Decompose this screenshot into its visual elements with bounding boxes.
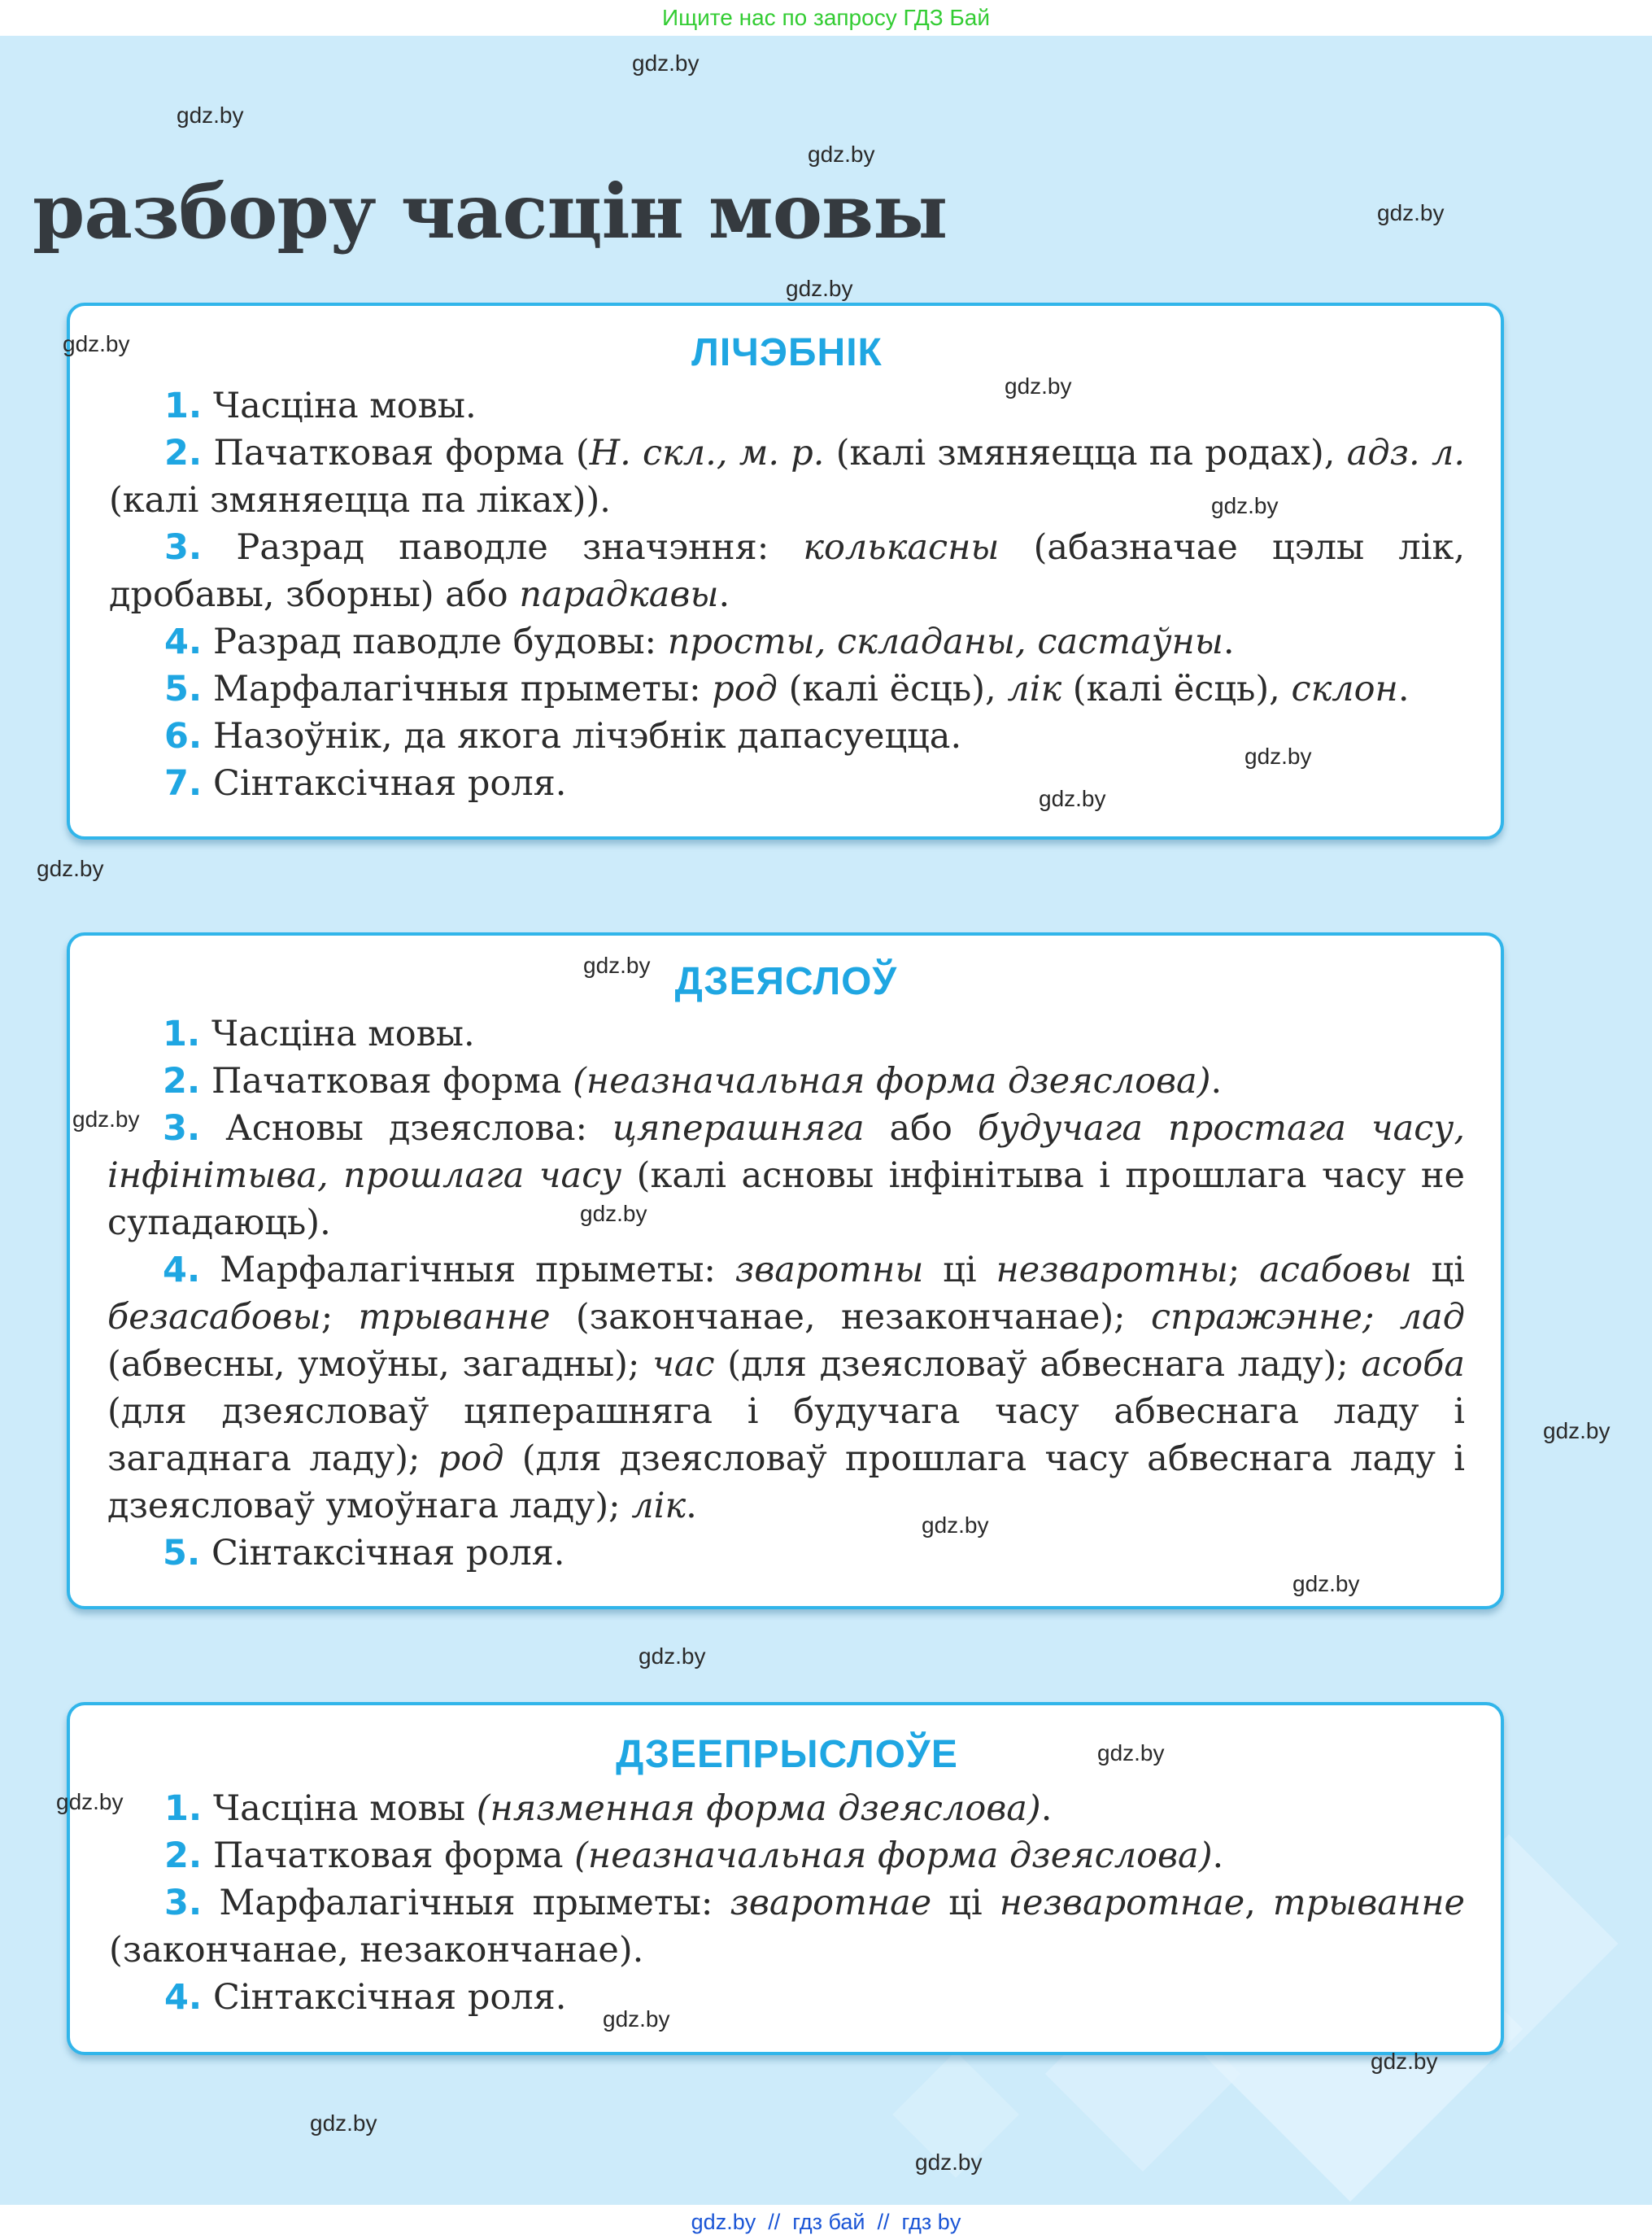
watermark: gdz.by xyxy=(786,276,853,301)
watermark: gdz.by xyxy=(915,2150,983,2175)
card-adverbial-participle xyxy=(67,1702,1504,2055)
list-item: 6. Назоўнік, да якога лічэбнік дапасуецца. xyxy=(164,716,962,757)
top-banner: Ищите нас по запросу ГДЗ Бай xyxy=(0,0,1652,36)
watermark: gdz.by xyxy=(632,50,700,76)
watermark: gdz.by xyxy=(603,2006,670,2032)
list-item: 5. Сінтаксічная роля. xyxy=(163,1533,565,1573)
list-item: 7. Сінтаксічная роля. xyxy=(164,763,567,804)
item-number: 3. xyxy=(164,1883,203,1923)
bottom-link-gdz-by-mixed[interactable]: гдз by xyxy=(901,2210,961,2234)
bottom-link-gdz-by[interactable]: gdz.by xyxy=(691,2210,756,2234)
item-number: 2. xyxy=(164,433,203,474)
bottom-separator: // xyxy=(877,2210,890,2234)
list-item: 1. Часціна мовы (нязменная форма дзеяслова). xyxy=(164,1788,1053,1829)
item-number: 1. xyxy=(164,1788,203,1829)
watermark: gdz.by xyxy=(639,1643,706,1669)
watermark: gdz.by xyxy=(1543,1418,1611,1443)
watermark: gdz.by xyxy=(72,1106,140,1132)
item-number: 2. xyxy=(164,1835,203,1876)
watermark: gdz.by xyxy=(1097,1740,1165,1765)
watermark: gdz.by xyxy=(1371,2049,1438,2074)
item-number: 1. xyxy=(164,386,203,426)
watermark: gdz.by xyxy=(583,953,651,978)
list-item: 2. Пачатковая форма (неазначальная форма дзеяслова). xyxy=(164,1835,1224,1876)
list-item: 2. Пачатковая форма (Н. скл., м. р. (калі змяняецца па родах), адз. л. (калі змяняецца па ліках)). xyxy=(109,433,1466,521)
item-number: 1. xyxy=(163,1014,201,1054)
watermark: gdz.by xyxy=(177,103,244,128)
list-item: 5. Марфалагічныя прыметы: род (калі ёсць), лік (калі ёсць), склон. xyxy=(164,669,1410,709)
item-number: 2. xyxy=(163,1061,201,1102)
watermark: gdz.by xyxy=(63,331,130,356)
watermark: gdz.by xyxy=(1292,1571,1360,1596)
item-number: 7. xyxy=(164,763,203,804)
watermark: gdz.by xyxy=(1005,373,1072,399)
watermark: gdz.by xyxy=(56,1789,124,1814)
watermark: gdz.by xyxy=(580,1201,647,1226)
watermark: gdz.by xyxy=(808,142,875,167)
watermark: gdz.by xyxy=(922,1512,989,1538)
item-number: 3. xyxy=(163,1108,201,1149)
item-number: 5. xyxy=(163,1533,201,1573)
list-item: 4. Марфалагічныя прыметы: зваротны ці незваротны; асабовы ці безасабовы; трыванне (закончанае, незакончанае); спражэнне; лад (абвесны, умоўны, загадны); час (для дзеясловаў абвеснага ладу); асоба (для дзеясловаў цяперашняга і будучага часу абвеснага ладу і загаднага ладу); род (для дзеясловаў прошлага часу абвеснага ладу і дзеясловаў умоўнага ладу); лік. xyxy=(107,1250,1466,1526)
item-number: 4. xyxy=(164,1977,203,2018)
card-title: ЛІЧЭБНІК xyxy=(691,331,883,374)
card-verb xyxy=(67,932,1504,1609)
list-item: 3. Марфалагічныя прыметы: зваротнае ці незваротнае, трыванне (закончанае, незакончанае). xyxy=(109,1883,1466,1971)
list-item: 4. Разрад паводле будовы: просты, складаны, састаўны. xyxy=(164,622,1235,662)
list-item: 1. Часціна мовы. xyxy=(164,386,477,426)
card-title: ДЗЕЕПРЫСЛОЎЕ xyxy=(616,1733,958,1776)
list-item: 1. Часціна мовы. xyxy=(163,1014,475,1054)
item-number: 4. xyxy=(163,1250,201,1290)
list-item: 3. Разрад паводле значэння: колькасны (абазначае цэлы лік, дробавы, зборны) або парадкавы. xyxy=(109,527,1465,615)
watermark: gdz.by xyxy=(310,2110,377,2136)
watermark: gdz.by xyxy=(37,856,104,881)
list-item: 4. Сінтаксічная роля. xyxy=(164,1977,567,2018)
watermark: gdz.by xyxy=(1377,200,1445,225)
item-number: 6. xyxy=(164,716,203,757)
page-title: разбору часцін мовы xyxy=(33,168,948,255)
bottom-separator: // xyxy=(768,2210,781,2234)
item-number: 4. xyxy=(164,622,203,662)
watermark: gdz.by xyxy=(1244,744,1312,769)
bottom-banner xyxy=(0,2205,1652,2239)
list-item: 2. Пачатковая форма (неазначальная форма дзеяслова). xyxy=(163,1061,1223,1102)
watermark: gdz.by xyxy=(1211,493,1279,518)
watermark: gdz.by xyxy=(1039,786,1106,811)
card-title: ДЗЕЯСЛОЎ xyxy=(674,960,898,1003)
item-number: 5. xyxy=(164,669,203,709)
bottom-link-gdz-bai[interactable]: гдз бай xyxy=(792,2210,865,2234)
list-item: 3. Асновы дзеяслова: цяперашняга або будучага простага часу, інфінітыва, прошлага часу (калі асновы інфінітыва і прошлага часу не супадаюць). xyxy=(107,1108,1466,1243)
item-number: 3. xyxy=(164,527,203,568)
